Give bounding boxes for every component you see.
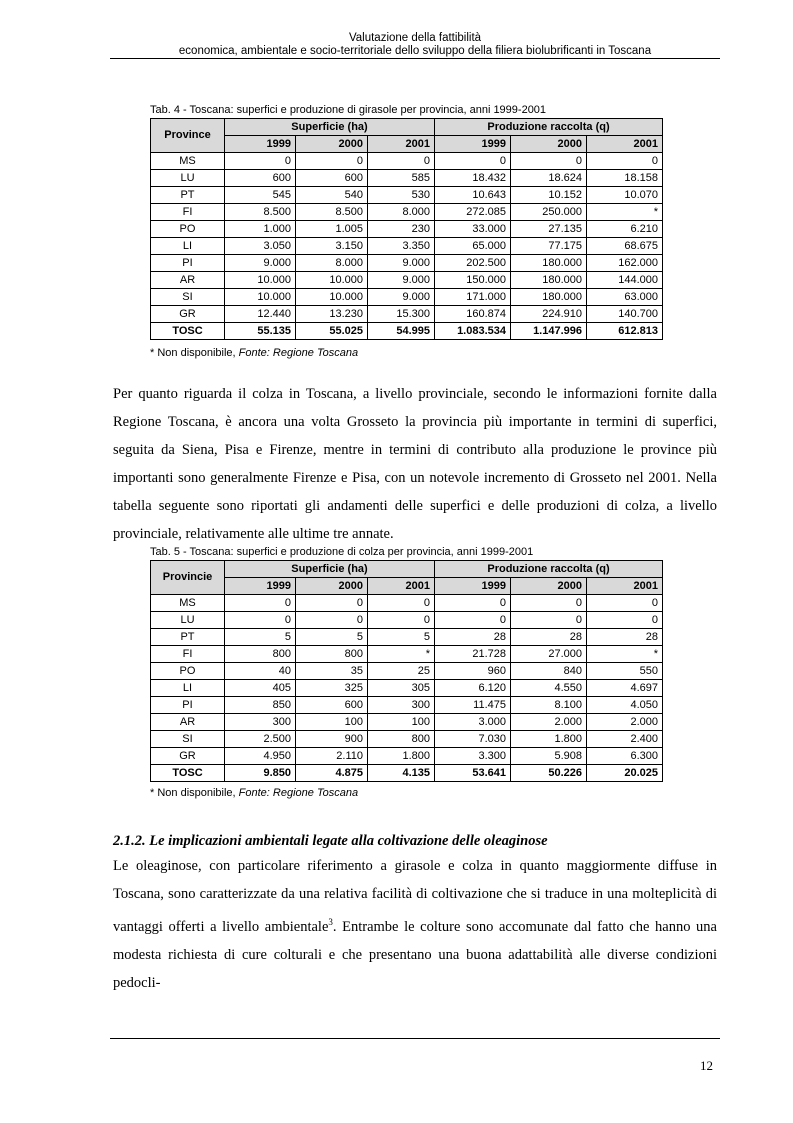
- value-cell: 8.000: [296, 255, 368, 272]
- value-cell: 27.135: [511, 221, 587, 238]
- table-total-row: [151, 765, 663, 782]
- value-cell: 100: [368, 714, 435, 731]
- value-cell: 27.000: [511, 646, 587, 663]
- table5-group-superficie: Superficie (ha): [225, 561, 435, 578]
- value-cell: 8.000: [368, 204, 435, 221]
- value-cell: 2.110: [296, 748, 368, 765]
- value-cell: 1.800: [368, 748, 435, 765]
- value-cell: 305: [368, 680, 435, 697]
- value-cell: 600: [296, 170, 368, 187]
- value-cell: 180.000: [511, 289, 587, 306]
- value-cell: 162.000: [587, 255, 663, 272]
- value-cell: 150.000: [435, 272, 511, 289]
- province-cell: LU: [151, 170, 225, 187]
- value-cell: 55.025: [296, 323, 368, 340]
- province-cell: PO: [151, 663, 225, 680]
- table5-note: [150, 787, 358, 799]
- paragraph-oleaginose: [113, 852, 717, 997]
- value-cell: 550: [587, 663, 663, 680]
- value-cell: 160.874: [435, 306, 511, 323]
- table-row: [151, 697, 663, 714]
- province-cell: PI: [151, 697, 225, 714]
- value-cell: 11.475: [435, 697, 511, 714]
- value-cell: 180.000: [511, 272, 587, 289]
- province-cell: PT: [151, 629, 225, 646]
- table-row: [151, 221, 663, 238]
- value-cell: 2.000: [587, 714, 663, 731]
- table-row: [151, 204, 663, 221]
- table4-group-superficie: Superficie (ha): [225, 119, 435, 136]
- table5-caption: Tab. 5 - Toscana: superfici e produzione di colza per provincia, anni 1999-2001: [150, 546, 534, 558]
- value-cell: 8.100: [511, 697, 587, 714]
- table5-year: 2001: [587, 578, 663, 595]
- value-cell: 10.152: [511, 187, 587, 204]
- page-header: [110, 32, 720, 58]
- value-cell: 0: [296, 612, 368, 629]
- table5-body: [151, 595, 663, 782]
- value-cell: 9.000: [368, 289, 435, 306]
- value-cell: 0: [368, 153, 435, 170]
- value-cell: 300: [225, 714, 296, 731]
- value-cell: 325: [296, 680, 368, 697]
- value-cell: 9.850: [225, 765, 296, 782]
- value-cell: 15.300: [368, 306, 435, 323]
- table-row: [151, 289, 663, 306]
- value-cell: 6.120: [435, 680, 511, 697]
- value-cell: 250.000: [511, 204, 587, 221]
- table4-year: 1999: [225, 136, 296, 153]
- table5-year: 1999: [225, 578, 296, 595]
- table-row: [151, 714, 663, 731]
- table4-year: 2000: [511, 136, 587, 153]
- province-cell: FI: [151, 204, 225, 221]
- value-cell: 33.000: [435, 221, 511, 238]
- value-cell: 10.000: [225, 272, 296, 289]
- value-cell: 1.800: [511, 731, 587, 748]
- value-cell: 2.400: [587, 731, 663, 748]
- value-cell: 4.050: [587, 697, 663, 714]
- table5-note-source: Fonte: Regione Toscana: [238, 787, 359, 799]
- table4-caption: Tab. 4 - Toscana: superfici e produzione di girasole per provincia, anni 1999-2001: [150, 104, 547, 116]
- province-cell: PI: [151, 255, 225, 272]
- value-cell: 800: [368, 731, 435, 748]
- value-cell: 230: [368, 221, 435, 238]
- value-cell: 0: [296, 153, 368, 170]
- value-cell: 3.050: [225, 238, 296, 255]
- value-cell: 0: [511, 595, 587, 612]
- value-cell: 0: [587, 612, 663, 629]
- table-row: [151, 187, 663, 204]
- footer-rule: [110, 1038, 720, 1039]
- table5-year: 1999: [435, 578, 511, 595]
- value-cell: 28: [435, 629, 511, 646]
- value-cell: 540: [296, 187, 368, 204]
- value-cell: 100: [296, 714, 368, 731]
- value-cell: 21.728: [435, 646, 511, 663]
- value-cell: 10.000: [296, 272, 368, 289]
- table4-note-text: * Non disponibile,: [150, 347, 239, 359]
- table4-body: [151, 153, 663, 340]
- page-number: 12: [700, 1058, 713, 1073]
- value-cell: 0: [511, 153, 587, 170]
- province-cell: MS: [151, 595, 225, 612]
- table5-col-province: Provincie: [151, 561, 225, 595]
- table4-group-produzione: Produzione raccolta (q): [435, 119, 663, 136]
- value-cell: 600: [225, 170, 296, 187]
- table4-note: [150, 347, 358, 359]
- value-cell: 530: [368, 187, 435, 204]
- value-cell: 68.675: [587, 238, 663, 255]
- value-cell: 800: [296, 646, 368, 663]
- value-cell: 9.000: [368, 255, 435, 272]
- value-cell: *: [587, 204, 663, 221]
- table-row: [151, 646, 663, 663]
- value-cell: 0: [587, 595, 663, 612]
- province-cell: LI: [151, 680, 225, 697]
- value-cell: 55.135: [225, 323, 296, 340]
- value-cell: 6.300: [587, 748, 663, 765]
- table-row: [151, 306, 663, 323]
- value-cell: 0: [225, 612, 296, 629]
- province-cell: GR: [151, 748, 225, 765]
- value-cell: 0: [587, 153, 663, 170]
- table-row: [151, 629, 663, 646]
- value-cell: 18.158: [587, 170, 663, 187]
- value-cell: 9.000: [225, 255, 296, 272]
- value-cell: 585: [368, 170, 435, 187]
- table4-year: 2000: [296, 136, 368, 153]
- value-cell: 612.813: [587, 323, 663, 340]
- value-cell: *: [587, 646, 663, 663]
- table4-col-province: Province: [151, 119, 225, 153]
- province-cell: PO: [151, 221, 225, 238]
- value-cell: 600: [296, 697, 368, 714]
- value-cell: 5: [368, 629, 435, 646]
- province-cell: AR: [151, 272, 225, 289]
- value-cell: 10.070: [587, 187, 663, 204]
- value-cell: 0: [225, 595, 296, 612]
- header-line-2: economica, ambientale e socio-territoriale dello sviluppo della filiera biolubrificanti in Toscana: [178, 45, 652, 57]
- value-cell: 140.700: [587, 306, 663, 323]
- value-cell: 960: [435, 663, 511, 680]
- table4-year: 1999: [435, 136, 511, 153]
- table5-note-text: * Non disponibile,: [150, 787, 239, 799]
- value-cell: 65.000: [435, 238, 511, 255]
- value-cell: 7.030: [435, 731, 511, 748]
- value-cell: 1.000: [225, 221, 296, 238]
- value-cell: 272.085: [435, 204, 511, 221]
- value-cell: 180.000: [511, 255, 587, 272]
- table5-year: 2001: [368, 578, 435, 595]
- value-cell: 5: [225, 629, 296, 646]
- value-cell: 4.135: [368, 765, 435, 782]
- paragraph-colza: Per quanto riguarda il colza in Toscana, a livello provinciale, secondo le informazioni fornite dalla Regione Toscana, è ancora una volta Grosseto la provincia più importante in termini di superfici, seguita da Siena, Pisa e Firenze, mentre in termini di contributo alla produzione le province più importanti sono generalmente Firenze e Pisa, con un notevole incremento di Grosseto nel 2001. Nella tabella seguente sono riportati gli andamenti delle superfici e delle produzioni di colza, a livello provinciale, relativamente alle ultime tre annate.: [113, 386, 717, 542]
- header-line-1: Valutazione della fattibilità: [348, 32, 482, 44]
- province-cell: SI: [151, 289, 225, 306]
- value-cell: 35: [296, 663, 368, 680]
- footnote-ref: 3: [328, 917, 333, 927]
- value-cell: 171.000: [435, 289, 511, 306]
- value-cell: 1.005: [296, 221, 368, 238]
- value-cell: 53.641: [435, 765, 511, 782]
- value-cell: 2.500: [225, 731, 296, 748]
- value-cell: 545: [225, 187, 296, 204]
- value-cell: 4.875: [296, 765, 368, 782]
- value-cell: 9.000: [368, 272, 435, 289]
- value-cell: 28: [511, 629, 587, 646]
- value-cell: 3.150: [296, 238, 368, 255]
- value-cell: 1.147.996: [511, 323, 587, 340]
- province-cell: LU: [151, 612, 225, 629]
- value-cell: 50.226: [511, 765, 587, 782]
- paragraph2-text-2: . Entrambe le colture sono accomunate dal fatto che hanno una modesta richiesta di cure colturali e che presentano una buona adattabilità alle diverse condizioni pedocli-: [113, 918, 717, 991]
- table-total-row: [151, 323, 663, 340]
- value-cell: 8.500: [225, 204, 296, 221]
- value-cell: 840: [511, 663, 587, 680]
- table4-note-source: Fonte: Regione Toscana: [238, 347, 359, 359]
- table5: [150, 560, 663, 782]
- value-cell: 224.910: [511, 306, 587, 323]
- paragraph2-text-1: Le oleaginose, con particolare riferimento a girasole e colza in quanto maggiormente diffuse in Toscana, sono caratterizzate da una relativa facilità di coltivazione che si traduce in una molteplicità di vantaggi offerti a livello ambientale: [113, 858, 717, 935]
- table-row: [151, 731, 663, 748]
- value-cell: 54.995: [368, 323, 435, 340]
- table-row: [151, 595, 663, 612]
- table-row: [151, 153, 663, 170]
- header-rule: [110, 58, 720, 59]
- value-cell: 18.624: [511, 170, 587, 187]
- table4-year: 2001: [368, 136, 435, 153]
- value-cell: 1.083.534: [435, 323, 511, 340]
- value-cell: 900: [296, 731, 368, 748]
- table5-year: 2000: [511, 578, 587, 595]
- value-cell: *: [368, 646, 435, 663]
- value-cell: 13.230: [296, 306, 368, 323]
- value-cell: 3.000: [435, 714, 511, 731]
- value-cell: 0: [296, 595, 368, 612]
- value-cell: 6.210: [587, 221, 663, 238]
- table-row: [151, 663, 663, 680]
- table-row: [151, 680, 663, 697]
- value-cell: 5: [296, 629, 368, 646]
- value-cell: 3.300: [435, 748, 511, 765]
- province-cell: GR: [151, 306, 225, 323]
- value-cell: 18.432: [435, 170, 511, 187]
- province-cell: AR: [151, 714, 225, 731]
- table-row: [151, 238, 663, 255]
- value-cell: 10.643: [435, 187, 511, 204]
- value-cell: 0: [435, 153, 511, 170]
- value-cell: 40: [225, 663, 296, 680]
- table-row: [151, 255, 663, 272]
- province-cell: LI: [151, 238, 225, 255]
- table-row: [151, 748, 663, 765]
- table-row: [151, 170, 663, 187]
- value-cell: 405: [225, 680, 296, 697]
- value-cell: 20.025: [587, 765, 663, 782]
- value-cell: 4.950: [225, 748, 296, 765]
- table5-year: 2000: [296, 578, 368, 595]
- value-cell: 0: [368, 612, 435, 629]
- table4-year: 2001: [587, 136, 663, 153]
- value-cell: 202.500: [435, 255, 511, 272]
- value-cell: 800: [225, 646, 296, 663]
- value-cell: 3.350: [368, 238, 435, 255]
- table-row: [151, 612, 663, 629]
- section-heading: 2.1.2. Le implicazioni ambientali legate alla coltivazione delle oleaginose: [113, 833, 548, 849]
- value-cell: 10.000: [225, 289, 296, 306]
- value-cell: 0: [435, 612, 511, 629]
- value-cell: 63.000: [587, 289, 663, 306]
- value-cell: 0: [435, 595, 511, 612]
- table4: [150, 118, 663, 340]
- value-cell: 12.440: [225, 306, 296, 323]
- table5-group-produzione: Produzione raccolta (q): [435, 561, 663, 578]
- value-cell: 8.500: [296, 204, 368, 221]
- value-cell: 4.697: [587, 680, 663, 697]
- value-cell: 300: [368, 697, 435, 714]
- value-cell: 25: [368, 663, 435, 680]
- province-cell: SI: [151, 731, 225, 748]
- province-cell: FI: [151, 646, 225, 663]
- value-cell: 2.000: [511, 714, 587, 731]
- value-cell: 10.000: [296, 289, 368, 306]
- value-cell: 28: [587, 629, 663, 646]
- value-cell: 77.175: [511, 238, 587, 255]
- value-cell: 0: [511, 612, 587, 629]
- value-cell: 0: [225, 153, 296, 170]
- province-cell: MS: [151, 153, 225, 170]
- province-cell: PT: [151, 187, 225, 204]
- value-cell: 144.000: [587, 272, 663, 289]
- table-row: [151, 272, 663, 289]
- province-cell: TOSC: [151, 765, 225, 782]
- value-cell: 0: [368, 595, 435, 612]
- value-cell: 850: [225, 697, 296, 714]
- value-cell: 4.550: [511, 680, 587, 697]
- value-cell: 5.908: [511, 748, 587, 765]
- province-cell: TOSC: [151, 323, 225, 340]
